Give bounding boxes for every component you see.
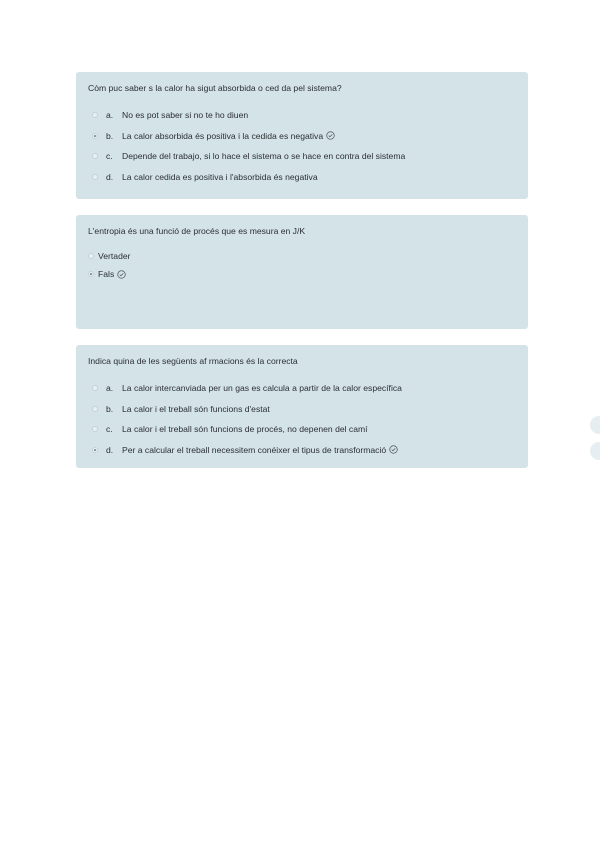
option-letter: b. [106, 130, 114, 141]
option-text: La calor intercanviada per un gas es calcula a partir de la calor específica [122, 383, 402, 394]
option-letter: d. [106, 171, 114, 182]
question-card-2 [76, 215, 528, 329]
scroll-handle[interactable] [590, 442, 600, 460]
answer-option-false[interactable] [88, 265, 516, 283]
radio-button[interactable] [92, 406, 98, 412]
option-text: Vertader [98, 251, 131, 261]
answer-option-true[interactable] [88, 247, 516, 265]
question-text: L'entropia és una funció de procés que es mesura en J/K [88, 226, 306, 236]
option-letter: b. [106, 403, 114, 414]
radio-button[interactable] [88, 253, 94, 259]
option-text: Fals [98, 269, 115, 279]
option-text: La calor absorbida és positiva i la cedida es negativa [122, 130, 324, 141]
answer-option-d[interactable] [88, 167, 516, 188]
radio-button[interactable] [92, 385, 98, 391]
check-circle-icon [389, 445, 398, 454]
scroll-handle[interactable] [590, 416, 600, 434]
answer-options [88, 247, 516, 283]
answer-option-c[interactable] [88, 146, 516, 167]
option-text: Per a calcular el treball necessitem conéixer el tipus de transformació [122, 444, 387, 455]
option-letter: d. [106, 444, 114, 455]
radio-button[interactable] [92, 153, 98, 159]
radio-button[interactable] [92, 174, 98, 180]
question-card-1 [76, 72, 528, 199]
answer-option-b[interactable] [88, 126, 516, 147]
option-letter: c. [106, 151, 113, 162]
radio-button-selected[interactable] [88, 271, 94, 277]
question-text: Indica quina de les següents af rmacions és la correcta [88, 356, 298, 366]
option-letter: a. [106, 383, 114, 394]
answer-option-b[interactable] [88, 399, 516, 420]
option-text: La calor i el treball són funcions de procés, no depenen del camí [122, 424, 368, 435]
option-letter: c. [106, 424, 113, 435]
option-letter: a. [106, 110, 114, 121]
radio-button[interactable] [92, 426, 98, 432]
radio-button-selected[interactable] [92, 447, 98, 453]
answer-option-c[interactable] [88, 419, 516, 440]
radio-button-selected[interactable] [92, 133, 98, 139]
answer-option-a[interactable] [88, 105, 516, 126]
option-text: Depende del trabajo, si lo hace el sistema o se hace en contra del sistema [122, 151, 406, 162]
answer-options [88, 378, 516, 460]
radio-button[interactable] [92, 112, 98, 118]
answer-options [88, 105, 516, 187]
question-card-3 [76, 345, 528, 468]
answer-option-d[interactable] [88, 440, 516, 461]
question-text: Còm puc saber s la calor ha sigut absorbida o ced da pel sistema? [88, 83, 342, 93]
option-text: La calor cedida es positiva i l'absorbida és negativa [122, 171, 318, 182]
check-circle-icon [117, 270, 126, 279]
option-text: La calor i el treball són funcions d'estat [122, 403, 270, 414]
answer-option-a[interactable] [88, 378, 516, 399]
option-text: No es pot saber si no te ho diuen [122, 110, 249, 121]
check-circle-icon [326, 131, 335, 140]
